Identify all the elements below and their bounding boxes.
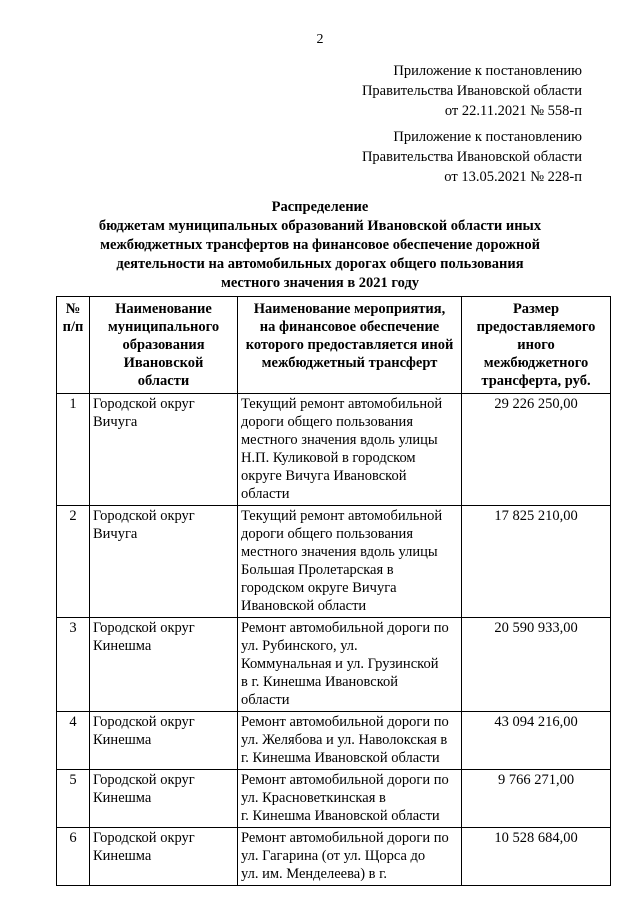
header-number: № п/п — [57, 297, 90, 394]
row-municipality: Городской округ Вичуга — [90, 506, 238, 618]
page-number: 2 — [316, 32, 324, 47]
distribution-table — [56, 296, 611, 886]
row-event: Текущий ремонт автомобильной дороги общего пользования местного значения вдоль улицы Н.П. Куликовой в городском округе Вичуга Ивановской области — [238, 394, 462, 506]
header-municipality: Наименование муниципального образования Ивановской области — [90, 297, 238, 394]
row-event: Текущий ремонт автомобильной дороги общего пользования местного значения вдоль улицы Большая Пролетарская в городском округе Вичуга Ивановской области — [238, 506, 462, 618]
table-header-row — [57, 297, 611, 394]
title-line: Распределение — [271, 199, 369, 215]
table-row — [57, 506, 611, 618]
appendix-line: Приложение к постановлению — [393, 63, 582, 79]
row-number: 3 — [57, 618, 90, 712]
row-amount: 17 825 210,00 — [462, 506, 611, 618]
header-event: Наименование мероприятия, на финансовое обеспечение которого предоставляется иной межбюджетный трансферт — [238, 297, 462, 394]
row-amount: 20 590 933,00 — [462, 618, 611, 712]
row-municipality: Городской округ Кинешма — [90, 712, 238, 770]
row-municipality: Городской округ Вичуга — [90, 394, 238, 506]
title-line: межбюджетных трансфертов на финансовое обеспечение дорожной — [100, 237, 540, 253]
title-line: деятельности на автомобильных дорогах общего пользования — [116, 256, 524, 272]
appendix-header-current — [362, 61, 582, 121]
row-event: Ремонт автомобильной дороги по ул. Гагарина (от ул. Щорса до ул. им. Менделеева) в г. — [238, 828, 462, 886]
table-row — [57, 618, 611, 712]
header-amount: Размер предоставляемого иного межбюджетного трансферта, руб. — [462, 297, 611, 394]
appendix-line: Правительства Ивановской области — [361, 149, 582, 165]
row-number: 5 — [57, 770, 90, 828]
appendix-line: от 13.05.2021 № 228-п — [444, 169, 582, 185]
row-municipality: Городской округ Кинешма — [90, 828, 238, 886]
row-event: Ремонт автомобильной дороги по ул. Красноветкинская в г. Кинешма Ивановской области — [238, 770, 462, 828]
row-event: Ремонт автомобильной дороги по ул. Желябова и ул. Наволокская в г. Кинешма Ивановской области — [238, 712, 462, 770]
row-amount: 43 094 216,00 — [462, 712, 611, 770]
table-row — [57, 394, 611, 506]
row-number: 6 — [57, 828, 90, 886]
row-number: 2 — [57, 506, 90, 618]
row-event: Ремонт автомобильной дороги по ул. Рубинского, ул. Коммунальная и ул. Грузинской в г. Кинешма Ивановской области — [238, 618, 462, 712]
table-row — [57, 712, 611, 770]
row-number: 1 — [57, 394, 90, 506]
row-amount: 10 528 684,00 — [462, 828, 611, 886]
title-line: местного значения в 2021 году — [220, 275, 420, 291]
appendix-line: Приложение к постановлению — [393, 129, 582, 145]
table-row — [57, 828, 611, 886]
appendix-line: от 22.11.2021 № 558-п — [444, 103, 582, 119]
appendix-header-original — [362, 127, 582, 187]
row-municipality: Городской округ Кинешма — [90, 618, 238, 712]
row-municipality: Городской округ Кинешма — [90, 770, 238, 828]
table-row — [57, 770, 611, 828]
row-amount: 9 766 271,00 — [462, 770, 611, 828]
appendix-line: Правительства Ивановской области — [361, 83, 582, 99]
row-number: 4 — [57, 712, 90, 770]
document-title — [60, 198, 580, 293]
row-amount: 29 226 250,00 — [462, 394, 611, 506]
title-line: бюджетам муниципальных образований Ивановской области иных — [98, 218, 542, 234]
